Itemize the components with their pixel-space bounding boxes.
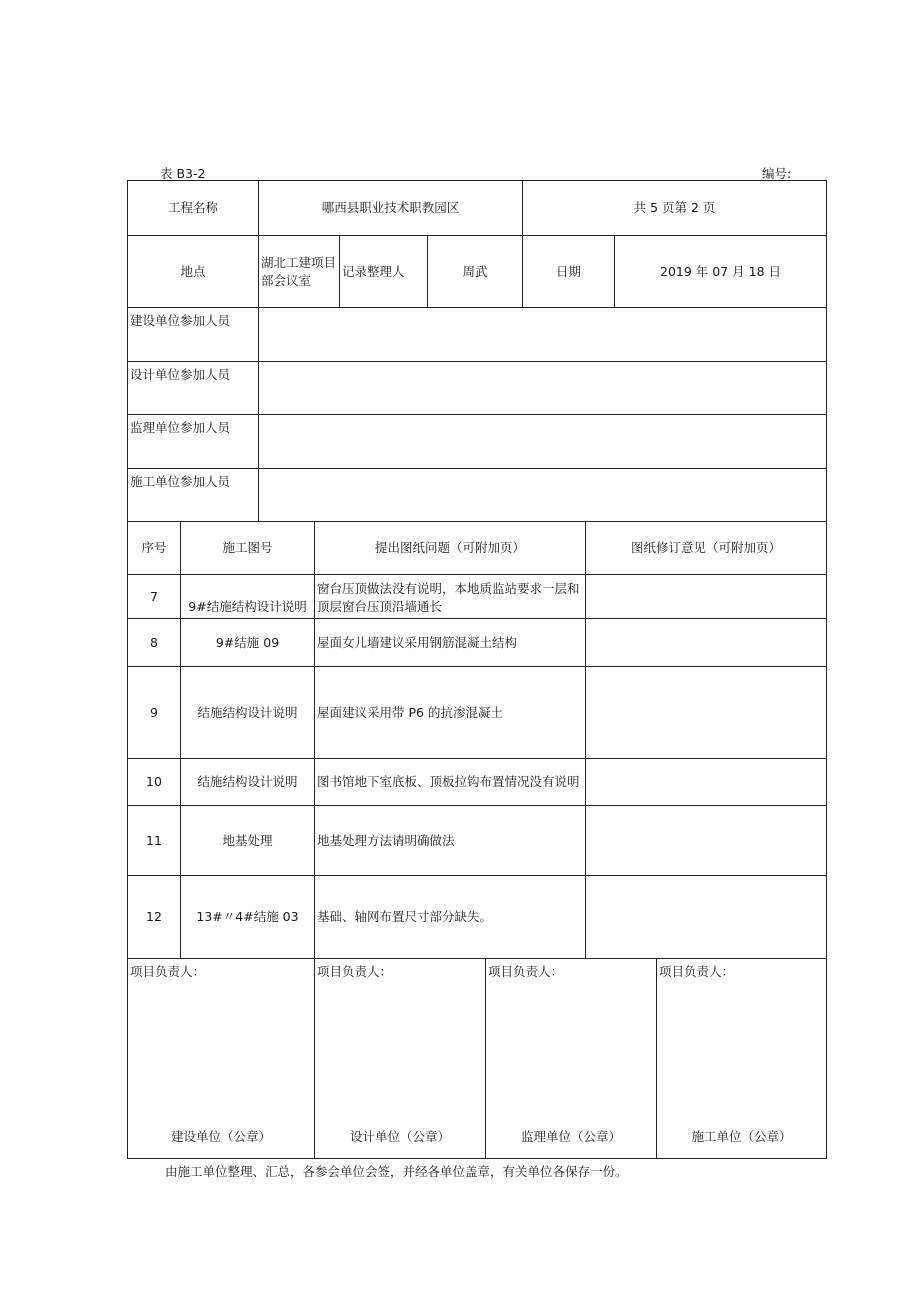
table-row-revision	[585, 574, 827, 618]
signature-block-designer	[314, 958, 485, 1159]
table-row-revision	[585, 666, 827, 758]
table-row-drawing: 9#结施 09	[180, 618, 314, 666]
signature-unit-stamp: 建设单位（公章）	[170, 1129, 271, 1144]
participant-value-contractor	[258, 468, 827, 521]
table-row-revision	[585, 805, 827, 875]
table-row-drawing: 地基处理	[180, 805, 314, 875]
signature-block-contractor	[656, 958, 827, 1159]
participant-label-contractor: 施工单位参加人员	[127, 468, 258, 521]
signature-unit-stamp: 施工单位（公章）	[691, 1129, 792, 1144]
date-label: 日期	[522, 235, 614, 307]
table-row-drawing: 13#〃4#结施 03	[180, 875, 314, 958]
signature-manager-label: 项目负责人：	[488, 964, 564, 979]
table-row-issue: 屋面女儿墙建议采用钢筋混凝土结构	[314, 618, 585, 666]
signature-manager-label: 项目负责人：	[130, 964, 206, 979]
table-row-no: 11	[127, 805, 180, 875]
number-label: 编号:	[762, 166, 792, 181]
participant-label-supervisor: 监理单位参加人员	[127, 414, 258, 468]
form-code: 表 B3-2	[160, 166, 206, 181]
location-label: 地点	[127, 235, 258, 307]
table-row-revision	[585, 618, 827, 666]
table-row-issue: 基础、轴网布置尺寸部分缺失。	[314, 875, 585, 958]
location-value: 湖北工建项目部会议室	[258, 235, 339, 307]
header-revision: 图纸修订意见（可附加页）	[585, 521, 827, 574]
table-row-issue: 屋面建议采用带 P6 的抗渗混凝土	[314, 666, 585, 758]
table-row-revision	[585, 758, 827, 805]
participant-label-designer: 设计单位参加人员	[127, 361, 258, 414]
meeting-record-table	[127, 180, 827, 1159]
table-row-revision	[585, 875, 827, 958]
participant-label-owner: 建设单位参加人员	[127, 307, 258, 361]
table-row-no: 10	[127, 758, 180, 805]
header-drawing: 施工图号	[180, 521, 314, 574]
signature-unit-stamp: 设计单位（公章）	[349, 1129, 450, 1144]
signature-unit-stamp: 监理单位（公章）	[520, 1129, 621, 1144]
recorder-label: 记录整理人	[339, 235, 427, 307]
participant-value-owner	[258, 307, 827, 361]
page-info: 共 5 页第 2 页	[522, 180, 827, 235]
table-row-no: 7	[127, 574, 180, 618]
project-name-value: 哪西县职业技术职教园区	[258, 180, 522, 235]
table-row-drawing: 9#结施结构设计说明	[180, 574, 314, 618]
table-row-no: 12	[127, 875, 180, 958]
signature-block-owner	[127, 958, 314, 1159]
table-row-drawing: 结施结构设计说明	[180, 758, 314, 805]
date-value: 2019 年 07 月 18 日	[614, 235, 827, 307]
recorder-value: 周武	[427, 235, 522, 307]
header-no: 序号	[127, 521, 180, 574]
signature-manager-label: 项目负责人：	[659, 964, 735, 979]
table-row-issue: 窗台压顶做法没有说明，本地质监站要求一层和顶层窗台压顶沿墙通长	[314, 574, 585, 618]
footnote: 由施工单位整理、汇总，各参会单位会签，并经各单位盖章，有关单位各保存一份。	[165, 1164, 628, 1179]
table-row-drawing: 结施结构设计说明	[180, 666, 314, 758]
table-row-no: 8	[127, 618, 180, 666]
table-row-issue: 地基处理方法请明确做法	[314, 805, 585, 875]
header-issue: 提出图纸问题（可附加页）	[314, 521, 585, 574]
project-name-label: 工程名称	[127, 180, 258, 235]
participant-value-supervisor	[258, 414, 827, 468]
signature-manager-label: 项目负责人：	[317, 964, 393, 979]
signature-block-supervisor	[485, 958, 656, 1159]
table-row-issue: 图书馆地下室底板、顶板拉钩布置情况没有说明	[314, 758, 585, 805]
table-row-no: 9	[127, 666, 180, 758]
participant-value-designer	[258, 361, 827, 414]
